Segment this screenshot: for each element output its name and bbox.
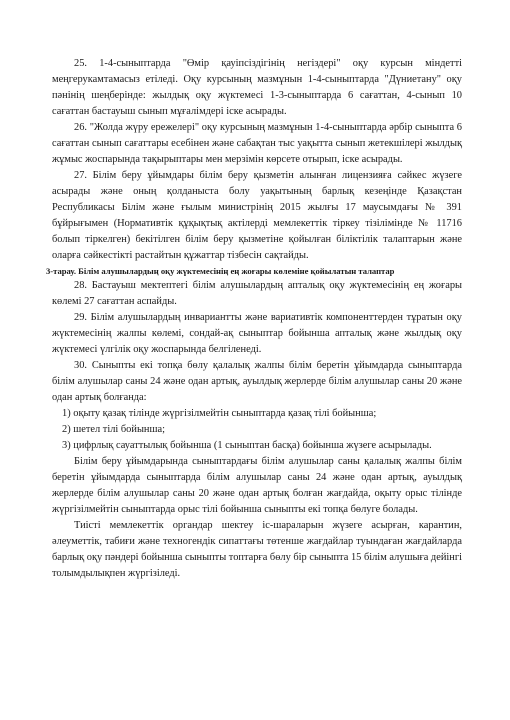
- paragraph-group-division: Білім беру ұйымдарында сыныптардағы білім алушылар саны қалалық жалпы білім беретін ұйымдарда сыныптарда білім алушылар саны 24 және одан артық, ауылдық жерлерде білім алушылар саны 20 және одан артық болған жағдайда, оқыту орыс тілінде жүргізілмейтін сыныптарда орыс тілі бойынша сыныпты екі топқа бөлуге болады.: [52, 456, 462, 515]
- document-body: [46, 56, 462, 582]
- paragraph-restrictions: Тиісті мемлекеттік органдар шектеу іс-шараларын жүзеге асырған, карантин, әлеуметтік, табиғи және техногендік сипаттағы төтенше жағдайлар туындаған жағдайларда барлық оқу пәндері бойынша сыныпты топтарға бөлу бір сыныпта 15 білім алушыға дейінгі толымдылықпен жүргізіледі.: [52, 520, 462, 579]
- section-heading: 3-тарау. Білім алушылардың оқу жүктемесінің ең жоғары көлеміне қойылатын талаптар: [46, 266, 395, 276]
- paragraph-26: 26. "Жолда жүру ережелері" оқу курсының мазмұнын 1-4-сыныптарда әрбір сыныпта 6 сағаттан сынып сағаттары есебінен және сабақтан тыс уақытта сынып жетекшілері жылдық жұмыс жоспарында тақырыптары мен мерзімін көрсете отырып, іске асырады.: [52, 122, 462, 165]
- paragraph-30: 30. Сыныпты екі топқа бөлу қалалық жалпы білім беретін ұйымдарда сыныптарда білім алушылар саны 24 және одан артық, ауылдық жерлерде білім алушылар саны 20 және одан артық болғанда:: [52, 360, 462, 403]
- list-item-3: 3) цифрлық сауаттылық бойынша (1 сыныптан басқа) бойынша жүзеге асырылады.: [62, 440, 432, 451]
- list-item-2: 2) шетел тілі бойынша;: [62, 424, 165, 435]
- paragraph-25: 25. 1-4-сыныптарда "Өмір қауіпсіздігінің негіздері" оқу курсын міндетті меңгерукамтамасыз етіледі. Оқу курсының мазмұнын 1-4-сыныптарда "Дүниетану" оқу пәнінің шеңберінде: жылдық оқу жүктемесі 1-3-сыныптарда 6 сағаттан, 4-сынып 10 сағаттан бастауыш сынып мұғалімдері іске асырады.: [52, 58, 462, 117]
- paragraph-29: 29. Білім алушылардың инвариантты және вариативтік компоненттерден тұратын оқу жүктемесінің жалпы көлемі, сондай-ақ сыныптар бойынша апталық және жылдық оқу жүктемесі үлгілік оқу жоспарында белгіленеді.: [52, 312, 462, 355]
- paragraph-27: 27. Білім беру ұйымдары білім беру қызметін алынған лицензияға сәйкес жүзеге асырады және оның қолданыста болу уақытының барлық кезеңінде Қазақстан Республикасы Білім және ғылым министрінің 2015 жылғы 17 маусымдағы № 391 бұйрығымен (Нормативтік құқықтық актілерді мемлекеттік тіркеу тізілімінде № 11716 болып тіркелген) бекітілген білім беру қызметіне қойылған біліктілік талаптарын және оларға сәйкестікті растайтын құжаттар тізбесін сақтайды.: [52, 170, 462, 261]
- list-item-1: 1) оқыту қазақ тілінде жүргізілмейтін сыныптарда қазақ тілі бойынша;: [62, 408, 377, 419]
- paragraph-28: 28. Бастауыш мектептегі білім алушылардың апталық оқу жүктемесінің ең жоғары көлемі 27 сағаттан аспайды.: [52, 280, 462, 307]
